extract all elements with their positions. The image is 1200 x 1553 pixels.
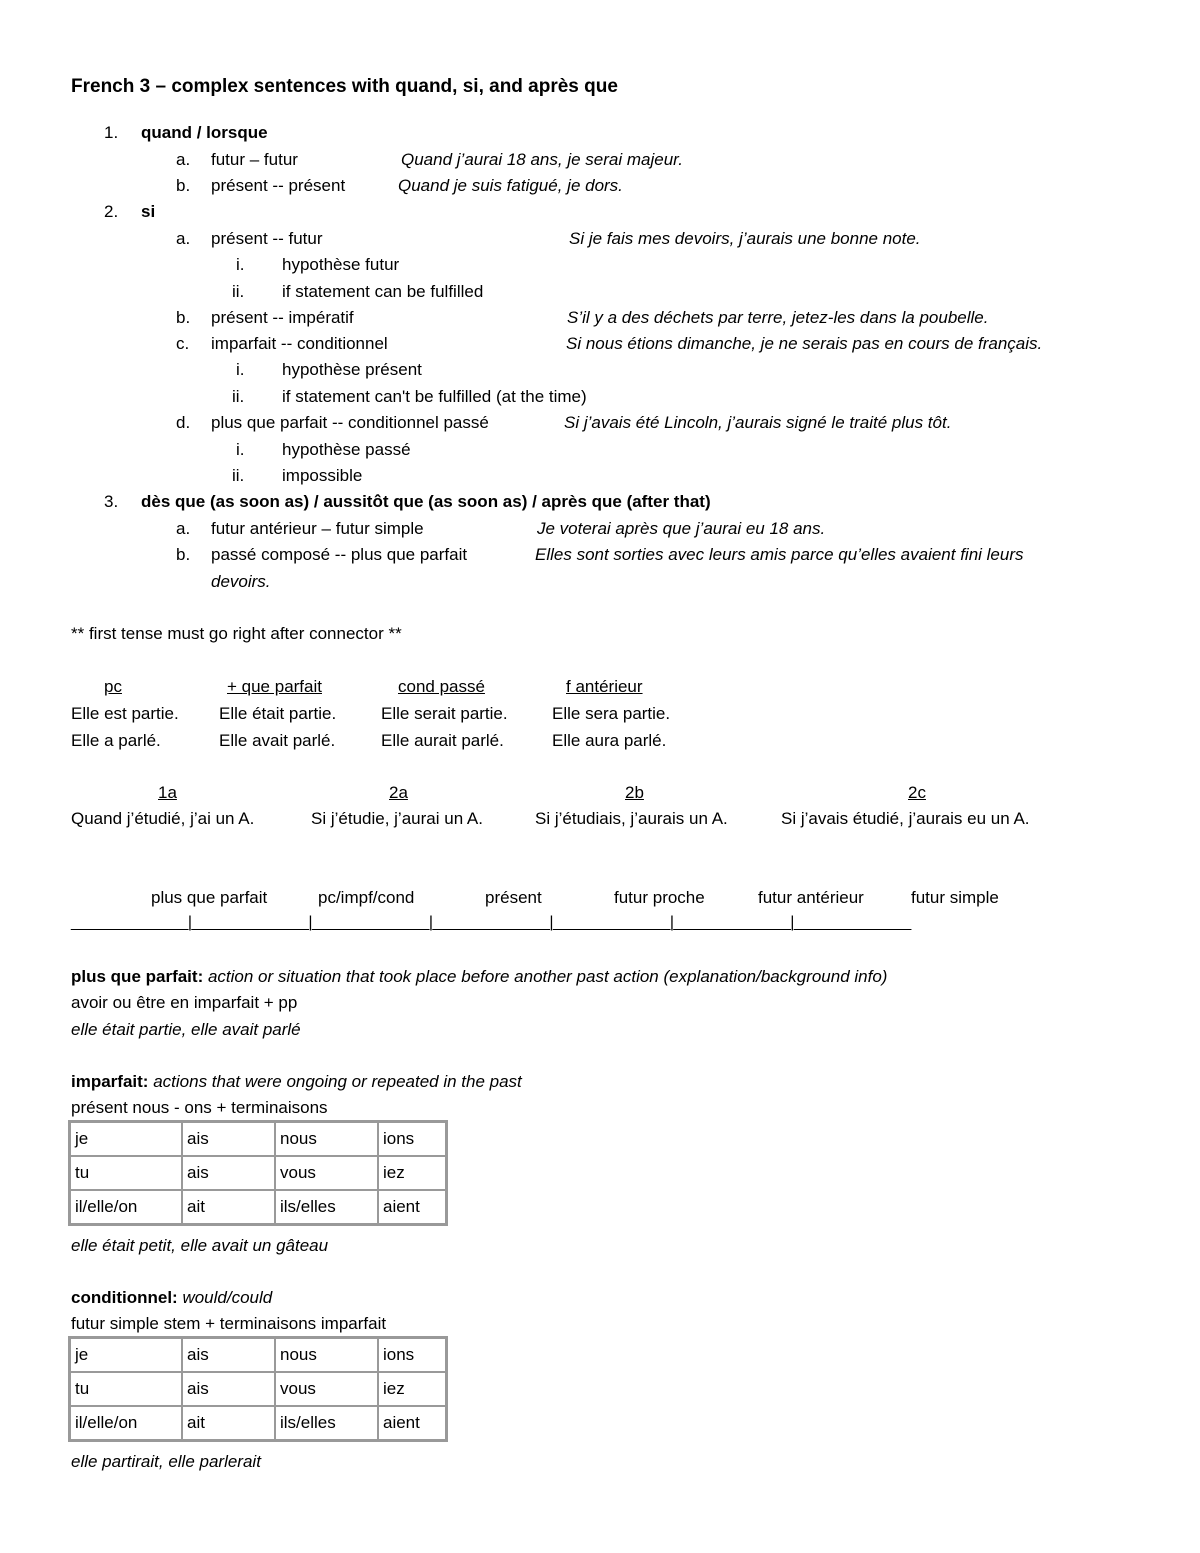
table-cell: iez	[378, 1156, 447, 1190]
timeline-label: présent	[485, 888, 542, 907]
list-letter: b.	[176, 545, 191, 564]
example-sentence: Si j’avais été Lincoln, j’aurais signé le traité plus tôt.	[564, 413, 952, 432]
column-header: 2b	[625, 783, 644, 802]
note-text: hypothèse futur	[282, 255, 400, 274]
example-sentence: Quand j’étudié, j’ai un A.	[71, 809, 255, 828]
note-text: if statement can be fulfilled	[282, 282, 484, 301]
table-cell: vous	[275, 1372, 378, 1406]
timeline-label: futur antérieur	[758, 888, 864, 907]
timeline-label: plus que parfait	[151, 888, 268, 907]
column-header: f antérieur	[566, 677, 643, 696]
example-sentence: elle était partie, elle avait parlé	[71, 1020, 301, 1039]
table-cell: ait	[182, 1190, 275, 1225]
term-definition: would/could	[182, 1288, 273, 1307]
example-sentence-continued: devoirs.	[211, 572, 271, 591]
imparfait-conjugation-table	[68, 1120, 448, 1226]
example-sentence: elle partirait, elle parlerait	[71, 1452, 261, 1471]
tense-example: Elle sera partie.	[552, 704, 671, 723]
table-cell: nous	[275, 1338, 378, 1373]
formation-rule: futur simple stem + terminaisons imparfait	[71, 1314, 387, 1333]
list-number: 2.	[104, 202, 119, 221]
table-cell: ais	[182, 1338, 275, 1373]
example-sentence: Quand j’aurai 18 ans, je serai majeur.	[401, 150, 683, 169]
table-row	[70, 1406, 447, 1441]
note-text: hypothèse présent	[282, 360, 422, 379]
example-sentence: Si j’étudie, j’aurai un A.	[311, 809, 483, 828]
rule-text: présent -- présent	[211, 176, 346, 195]
timeline-label: pc/impf/cond	[318, 888, 415, 907]
term-heading: plus que parfait:	[71, 967, 204, 986]
column-header: 2c	[908, 783, 926, 802]
section-heading: quand / lorsque	[141, 123, 268, 142]
list-number: 3.	[104, 492, 119, 511]
table-row	[70, 1122, 447, 1157]
formation-rule: présent nous - ons + terminaisons	[71, 1098, 328, 1117]
column-header: 1a	[158, 783, 177, 802]
term-definition: action or situation that took place before another past action (explanation/background info)	[207, 967, 888, 986]
list-number: 1.	[104, 123, 119, 142]
tense-example: Elle avait parlé.	[219, 731, 336, 750]
tense-example: Elle aurait parlé.	[381, 731, 504, 750]
tense-example: Elle a parlé.	[71, 731, 161, 750]
connector-note: ** first tense must go right after connector **	[71, 624, 402, 643]
term-heading: conditionnel:	[71, 1288, 178, 1307]
list-roman: ii.	[232, 387, 245, 406]
note-text: hypothèse passé	[282, 440, 411, 459]
example-sentence: Elles sont sorties avec leurs amis parce qu’elles avaient fini leurs	[535, 545, 1024, 564]
example-sentence: Si je fais mes devoirs, j’aurais une bonne note.	[569, 229, 921, 248]
table-row	[70, 1372, 447, 1406]
table-row	[70, 1338, 447, 1373]
list-letter: b.	[176, 176, 191, 195]
example-sentence: elle était petit, elle avait un gâteau	[71, 1236, 329, 1255]
list-roman: i.	[236, 255, 245, 274]
rule-text: présent -- impératif	[211, 308, 354, 327]
timeline-label: futur proche	[614, 888, 705, 907]
section-heading: si	[141, 202, 156, 221]
term-definition: actions that were ongoing or repeated in the past	[153, 1072, 522, 1091]
example-sentence: Si j’avais étudié, j’aurais eu un A.	[781, 809, 1030, 828]
column-header: pc	[104, 677, 122, 696]
list-letter: b.	[176, 308, 191, 327]
tense-example: Elle serait partie.	[381, 704, 508, 723]
table-cell: il/elle/on	[70, 1406, 183, 1441]
column-header: cond passé	[398, 677, 485, 696]
note-text: if statement can't be fulfilled (at the time)	[282, 387, 587, 406]
term-heading: imparfait:	[71, 1072, 149, 1091]
list-letter: c.	[176, 334, 190, 353]
list-letter: a.	[176, 519, 191, 538]
note-text: impossible	[282, 466, 363, 485]
table-cell: ais	[182, 1156, 275, 1190]
example-sentence: Si nous étions dimanche, je ne serais pas en cours de français.	[566, 334, 1043, 353]
list-letter: a.	[176, 229, 191, 248]
section-heading: dès que (as soon as) / aussitôt que (as soon as) / après que (after that)	[141, 492, 711, 511]
tense-example: Elle est partie.	[71, 704, 179, 723]
table-cell: nous	[275, 1122, 378, 1157]
rule-text: futur antérieur – futur simple	[211, 519, 424, 538]
table-row	[70, 1156, 447, 1190]
rule-text: plus que parfait -- conditionnel passé	[211, 413, 489, 432]
table-cell: je	[70, 1122, 183, 1157]
formation-rule: avoir ou être en imparfait + pp	[71, 993, 298, 1012]
table-cell: aient	[378, 1406, 447, 1441]
example-sentence: Quand je suis fatigué, je dors.	[398, 176, 623, 195]
rule-text: futur – futur	[211, 150, 298, 169]
rule-text: présent -- futur	[211, 229, 323, 248]
conditionnel-conjugation-table	[68, 1336, 448, 1442]
tense-example: Elle était partie.	[219, 704, 337, 723]
rule-text: passé composé -- plus que parfait	[211, 545, 468, 564]
list-letter: d.	[176, 413, 191, 432]
table-cell: je	[70, 1338, 183, 1373]
table-cell: iez	[378, 1372, 447, 1406]
table-cell: vous	[275, 1156, 378, 1190]
table-cell: ait	[182, 1406, 275, 1441]
table-cell: ions	[378, 1338, 447, 1373]
list-roman: ii.	[232, 282, 245, 301]
example-sentence: S’il y a des déchets par terre, jetez-les dans la poubelle.	[567, 308, 989, 327]
list-letter: a.	[176, 150, 191, 169]
table-cell: ils/elles	[275, 1190, 378, 1225]
table-cell: ils/elles	[275, 1406, 378, 1441]
table-cell: il/elle/on	[70, 1190, 183, 1225]
table-cell: tu	[70, 1372, 183, 1406]
tense-example: Elle aura parlé.	[552, 731, 667, 750]
table-cell: tu	[70, 1156, 183, 1190]
list-roman: i.	[236, 440, 245, 459]
list-roman: ii.	[232, 466, 245, 485]
example-sentence: Si j’étudiais, j’aurais un A.	[535, 809, 728, 828]
table-cell: ions	[378, 1122, 447, 1157]
table-cell: ais	[182, 1372, 275, 1406]
column-header: 2a	[389, 783, 408, 802]
timeline-label: futur simple	[911, 888, 999, 907]
table-cell: aient	[378, 1190, 447, 1225]
table-cell: ais	[182, 1122, 275, 1157]
page-title: French 3 – complex sentences with quand, si, and après que	[71, 76, 618, 97]
example-sentence: Je voterai après que j’aurai eu 18 ans.	[537, 519, 826, 538]
timeline-line: ______________|______________|______________|______________|______________|______________|______________	[71, 914, 911, 931]
column-header: + que parfait	[227, 677, 322, 696]
table-row	[70, 1190, 447, 1225]
list-roman: i.	[236, 360, 245, 379]
rule-text: imparfait -- conditionnel	[211, 334, 388, 353]
